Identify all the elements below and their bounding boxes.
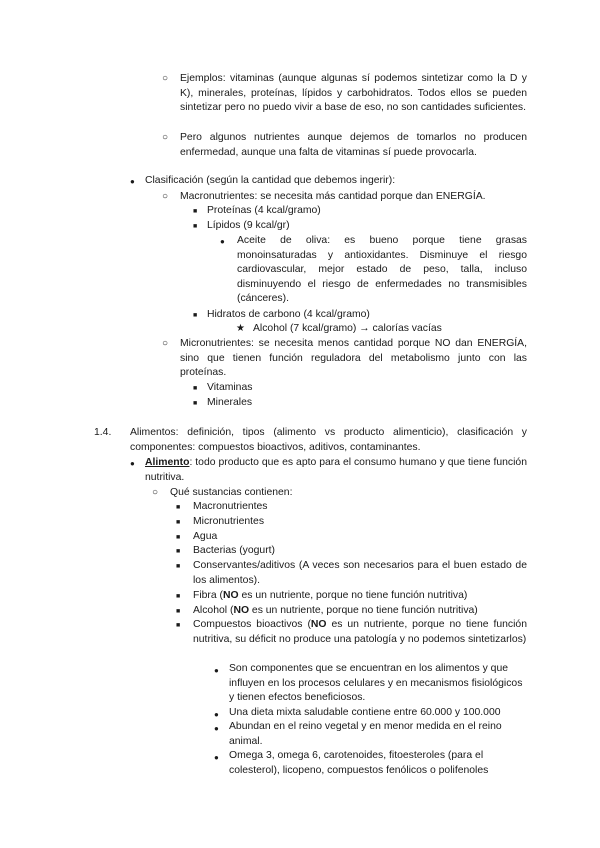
circle-bullet-icon: ○ (152, 487, 159, 498)
minerals-item: Minerales (207, 397, 253, 408)
star-bullet-icon: ★ (236, 323, 245, 334)
circle-bullet-icon: ○ (162, 132, 169, 143)
fiber-label: Fibra ( (193, 590, 224, 601)
not-label: NO (310, 619, 327, 630)
food-definition (145, 456, 527, 485)
square-bullet-icon: ■ (193, 400, 198, 407)
food-definition-text: : todo producto que es apto para el consumo humano y que tiene función nutritiva. (145, 457, 527, 483)
fiber-item (193, 589, 527, 604)
substance-item: Micronutrientes (193, 516, 265, 527)
square-bullet-icon: ■ (176, 519, 181, 526)
square-bullet-icon: ■ (193, 208, 198, 215)
alcohol-calories-item: Alcohol (7 kcal/gramo) → calorías vacías (253, 323, 442, 334)
square-bullet-icon: ■ (193, 385, 198, 392)
alcohol-rest: es un nutriente, porque no tiene función nutritiva) (249, 605, 478, 616)
vitamins-item: Vitaminas (207, 382, 253, 393)
square-bullet-icon: ■ (176, 548, 181, 555)
substance-item: Bacterias (yogurt) (193, 545, 275, 556)
nutrients-paragraph: Pero algunos nutrientes aunque dejemos de tomarlos no producen enfermedad, aunque una falta de vitaminas sí puede provocarla. (180, 132, 527, 158)
disc-bullet-icon: ● (130, 177, 135, 186)
circle-bullet-icon: ○ (162, 338, 169, 349)
square-bullet-icon: ■ (176, 534, 181, 541)
section-number: 1.4. (94, 427, 112, 438)
substances-heading: Qué sustancias contienen: (170, 487, 293, 498)
disc-bullet-icon: ● (220, 237, 225, 246)
bioactive-detail: Omega 3, omega 6, carotenoides, fitoesteroles (para el colesterol), licopeno, compuestos fenólicos o polifenoles (229, 750, 489, 776)
square-bullet-icon: ■ (176, 593, 181, 600)
bioactive-detail: Abundan en el reino vegetal y en menor medida en el reino animal. (229, 721, 502, 747)
circle-bullet-icon: ○ (162, 73, 169, 84)
substance-item: Conservantes/aditivos (A veces son necesarios para el buen estado de los alimentos). (193, 560, 527, 586)
food-term: Alimento (145, 457, 190, 468)
bioactive-rest: es un nutriente, porque no tiene función nutritiva, su déficit no produce una patología y no podemos sintetizarlos) (193, 619, 527, 645)
substance-item: Agua (193, 531, 218, 542)
circle-bullet-icon: ○ (162, 191, 169, 202)
macronutrients-item: Macronutrientes: se necesita más cantidad porque dan ENERGÍA. (180, 191, 486, 202)
substance-item: Macronutrientes (193, 501, 268, 512)
fiber-rest: es un nutriente, porque no tiene función nutritiva) (238, 590, 468, 601)
examples-paragraph: Ejemplos: vitaminas (aunque algunas sí podemos sintetizar como la D y K), minerales, proteínas, lípidos y carbohidratos. Todos ellos se pueden sintetizar pero no puedo vivir a base de eso, no son cantidades suficientes. (180, 73, 527, 114)
square-bullet-icon: ■ (176, 622, 181, 629)
square-bullet-icon: ■ (176, 504, 181, 511)
square-bullet-icon: ■ (176, 608, 181, 615)
micronutrients-item: Micronutrientes: se necesita menos cantidad porque NO dan ENERGÍA, sino que tienen función reguladora del metabolismo junto con las proteínas. (180, 338, 527, 379)
lipids-item: Lípidos (9 kcal/gr) (207, 220, 290, 231)
bioactive-detail: Son componentes que se encuentran en los alimentos y que influyen en los procesos celulares y en mecanismos fisiológicos y tienen efectos beneficiosos. (229, 663, 523, 704)
carbohydrates-item: Hidratos de carbono (4 kcal/gramo) (207, 309, 370, 320)
square-bullet-icon: ■ (176, 563, 181, 570)
disc-bullet-icon: ● (130, 459, 135, 468)
bioactive-label: Compuestos bioactivos ( (193, 619, 311, 630)
section-heading: Alimentos: definición, tipos (alimento vs producto alimenticio), clasificación y componentes: compuestos bioactivos, aditivos, contaminantes. (130, 427, 527, 453)
square-bullet-icon: ■ (193, 312, 198, 319)
not-label: NO (223, 590, 239, 601)
bioactive-item (193, 618, 527, 647)
square-bullet-icon: ■ (193, 223, 198, 230)
disc-bullet-icon: ● (214, 666, 219, 675)
classification-heading: Clasificación (según la cantidad que debemos ingerir): (145, 175, 396, 186)
disc-bullet-icon: ● (214, 753, 219, 762)
disc-bullet-icon: ● (214, 710, 219, 719)
disc-bullet-icon: ● (214, 724, 219, 733)
olive-oil-paragraph: Aceite de oliva: es bueno porque tiene grasas monoinsaturadas y antioxidantes. Disminuye el riesgo cardiovascular, mejor estado de peso, talla, incluso disminuyendo el riesgo de enfermedades no transmisibles (cánceres). (237, 235, 527, 305)
bioactive-detail: Una dieta mixta saludable contiene entre 60.000 y 100.000 (229, 707, 501, 718)
proteins-item: Proteínas (4 kcal/gramo) (207, 205, 321, 216)
alcohol-item (193, 604, 527, 619)
alcohol-label: Alcohol ( (193, 605, 234, 616)
not-label: NO (233, 605, 250, 616)
